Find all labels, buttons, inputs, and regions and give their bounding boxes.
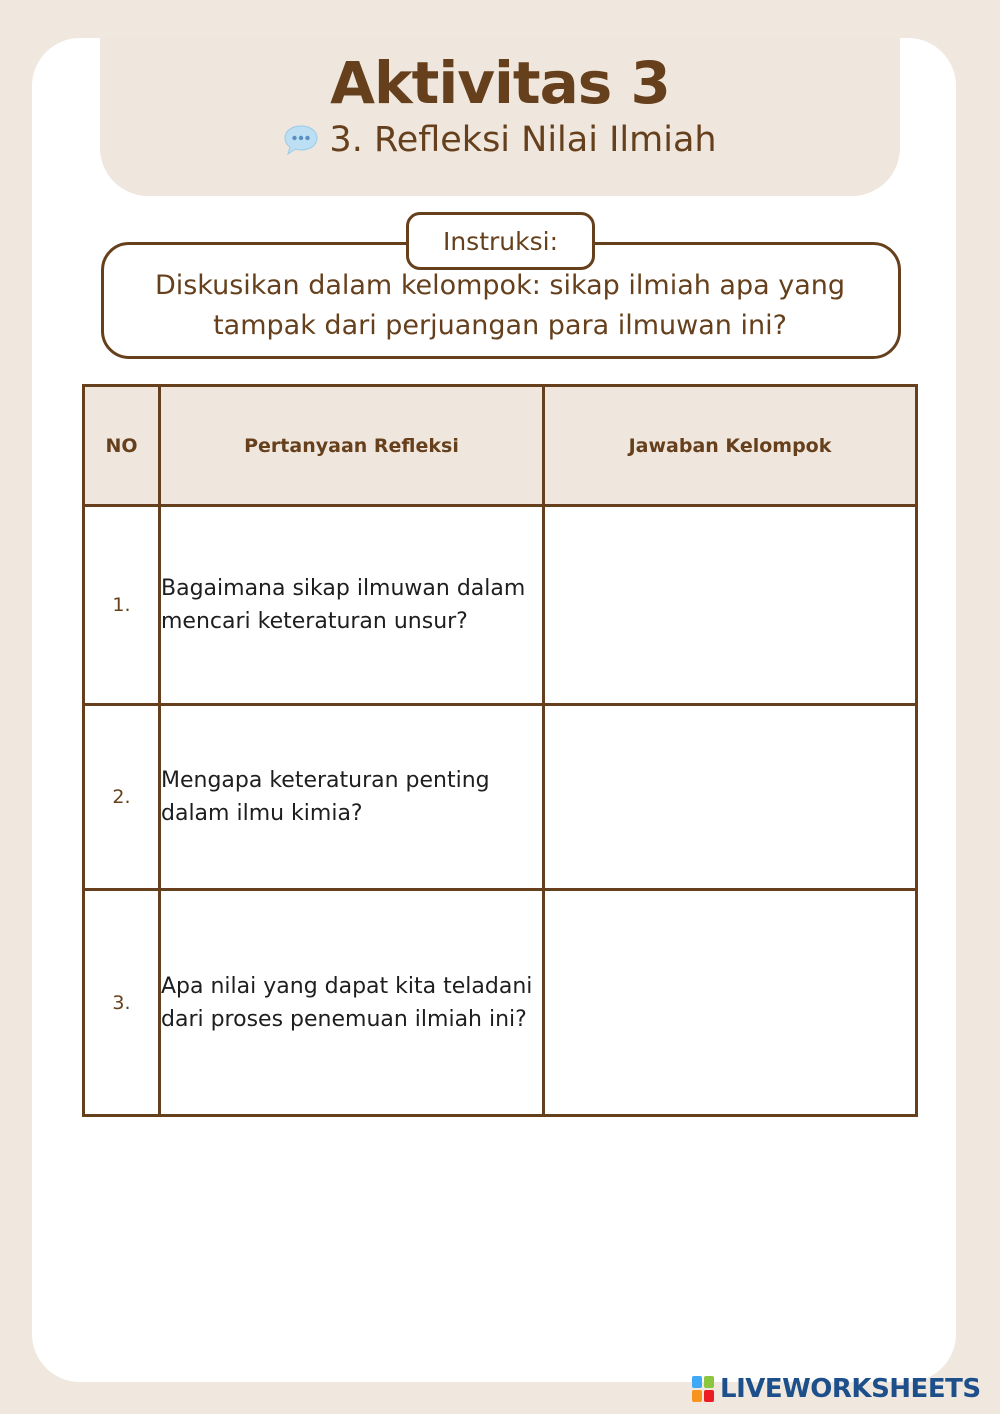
- header-no: NO: [84, 386, 160, 506]
- table-row: [84, 705, 917, 890]
- answer-field[interactable]: [544, 506, 917, 705]
- brand-footer[interactable]: [692, 1374, 981, 1404]
- row-question: Apa nilai yang dapat kita teladani dari proses penemuan ilmiah ini?: [160, 890, 544, 1116]
- row-number: 2.: [84, 705, 160, 890]
- page-subtitle: [100, 118, 900, 162]
- answer-field[interactable]: [544, 890, 917, 1116]
- row-number: 1.: [84, 506, 160, 705]
- liveworksheets-logo-icon: [692, 1376, 714, 1402]
- table-row: [84, 890, 917, 1116]
- brand-name: LIVEWORKSHEETS: [720, 1374, 981, 1404]
- header-question: Pertanyaan Refleksi: [160, 386, 544, 506]
- table-row: [84, 506, 917, 705]
- subtitle-text: 3. Refleksi Nilai Ilmiah: [329, 120, 717, 160]
- instruction-label: Instruksi:: [406, 212, 595, 270]
- page-title: Aktivitas 3: [330, 49, 670, 117]
- row-number: 3.: [84, 890, 160, 1116]
- row-question: Mengapa keteraturan penting dalam ilmu kimia?: [160, 705, 544, 890]
- answer-field[interactable]: [544, 705, 917, 890]
- speech-bubble-icon: [283, 123, 319, 157]
- row-question: Bagaimana sikap ilmuwan dalam mencari keteraturan unsur?: [160, 506, 544, 705]
- header-answer: Jawaban Kelompok: [544, 386, 917, 506]
- table-header-row: [84, 386, 917, 506]
- reflection-table: [82, 384, 918, 1117]
- instruction-text: Diskusikan dalam kelompok: sikap ilmiah apa yang tampak dari perjuangan para ilmuwan ini?: [154, 270, 846, 341]
